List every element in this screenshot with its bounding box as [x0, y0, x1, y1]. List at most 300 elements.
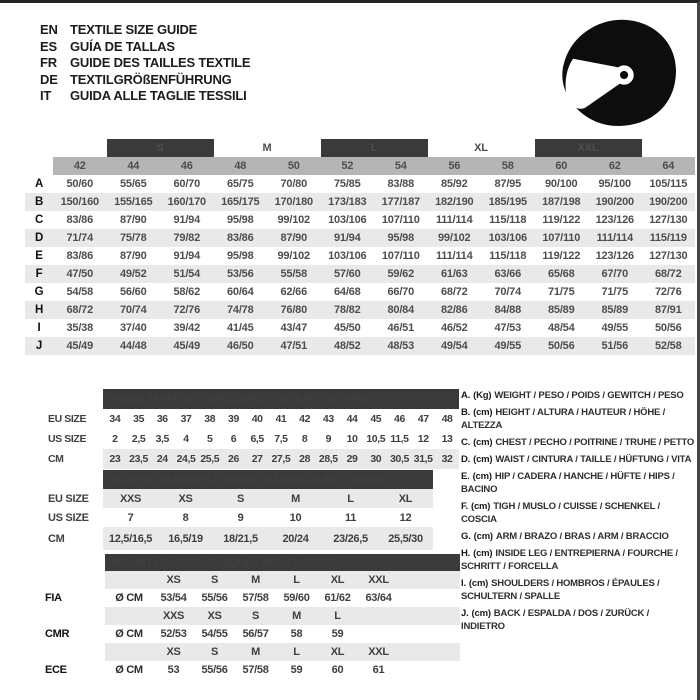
row-label: D [25, 229, 53, 247]
value-cell: 31,5 [411, 449, 435, 469]
row-label: A [34, 178, 44, 190]
size-value-cell: 127/130 [649, 250, 688, 262]
legend-text: HEIGHT / ALTURA / HAUTEUR / HÖHE / ALTEZZA [461, 407, 666, 431]
helmet-value-cell [358, 625, 399, 643]
size-value-cell: 71/75 [547, 286, 575, 298]
helmet-size-cell: M [235, 571, 276, 589]
size-value-cell: 87/90 [267, 229, 321, 247]
spacer-cell [399, 607, 460, 625]
size-value-cell: 173/183 [321, 193, 375, 211]
size-value-cell: 63/66 [481, 265, 535, 283]
size-value-cell: 95/98 [374, 229, 428, 247]
value-cell: 7,5 [274, 433, 288, 445]
size-header-cell: 60 [535, 157, 589, 175]
measurement-row [25, 247, 695, 265]
value-cell: 10 [346, 433, 358, 445]
size-value-cell: 105/115 [649, 178, 688, 190]
size-value-cell: 160/170 [160, 193, 214, 211]
spacer-cell [399, 661, 460, 679]
size-value-cell: 65/68 [535, 265, 589, 283]
value-cell: 12 [417, 433, 429, 445]
table-title-row [35, 554, 460, 571]
size-value-cell: 48/52 [321, 337, 375, 355]
value-cell: 18/21,5 [213, 527, 268, 550]
size-value-cell: 83/86 [66, 250, 94, 262]
helmet-size-cell [358, 607, 399, 625]
legend-text: ARM / BRAZO / BRAS / ARM / BRACCIO [495, 531, 669, 542]
value-cell: 9 [325, 433, 332, 445]
legend-unit: (Kg) [473, 390, 492, 401]
value-cell: 8 [301, 433, 308, 445]
value-cell: 41 [275, 413, 287, 425]
size-group-l: L [321, 139, 428, 157]
value-cell: 11 [344, 511, 357, 524]
size-value-cell: 187/198 [535, 193, 589, 211]
guide-title: TEXTILGRÖßENFÜHRUNG [70, 71, 232, 87]
legend-key: F. [461, 501, 468, 512]
size-value-cell: 50/56 [535, 337, 589, 355]
size-value-cell: 99/102 [277, 250, 310, 262]
legend-key: J. [461, 608, 469, 619]
helmet-value-row [35, 625, 460, 643]
size-value-cell: 61/63 [428, 265, 482, 283]
helmet-value-cell: 58 [290, 628, 303, 640]
size-value-cell: 72/76 [654, 286, 682, 298]
size-value-cell: 58/62 [173, 286, 201, 298]
size-value-cell: 91/94 [173, 214, 201, 226]
size-value-cell: 79/82 [160, 229, 214, 247]
size-value-cell: 75/78 [107, 229, 161, 247]
value-cell: 32 [435, 449, 459, 469]
row-label: E [35, 250, 43, 262]
spacer-cell [53, 139, 107, 157]
gloves-size-table [35, 470, 433, 550]
helmet-size-table [35, 554, 460, 679]
spacer-cell [105, 643, 153, 661]
spacer-cell [399, 589, 460, 607]
legend-text: TIGH / MUSLO / CUISSE / SCHENKEL / COSCIA [461, 501, 660, 525]
size-value-cell: 70/80 [280, 178, 308, 190]
size-value-cell: 67/70 [588, 265, 642, 283]
legend-key: A. [461, 390, 471, 401]
value-cell: 25,5 [198, 449, 222, 469]
size-value-cell: 87/91 [642, 301, 696, 319]
size-value-cell: 99/102 [277, 214, 310, 226]
size-value-cell: 46/50 [214, 337, 268, 355]
legend-text: WAIST / CINTURA / TAILLE / HÜFTUNG / VITA [495, 454, 692, 465]
spacer-cell [25, 157, 53, 175]
size-value-cell: 66/70 [387, 286, 415, 298]
size-value-cell: 68/72 [642, 265, 696, 283]
helmet-size-row [35, 571, 460, 589]
legend-key: D. [461, 454, 471, 465]
size-value-cell: 71/75 [601, 286, 629, 298]
size-header-cell: 52 [321, 157, 375, 175]
size-value-cell: 182/190 [428, 193, 482, 211]
helmet-size-cell: S [194, 643, 235, 661]
value-cell: M [268, 489, 323, 508]
size-value-cell: 51/56 [588, 337, 642, 355]
size-value-cell: 84/88 [481, 301, 535, 319]
size-value-cell: 82/86 [428, 301, 482, 319]
numeric-size-row [25, 157, 695, 175]
value-cell: 35 [133, 413, 145, 425]
value-cell: L [323, 489, 378, 508]
value-cell: 3,5 [155, 433, 169, 445]
size-value-cell: 49/54 [428, 337, 482, 355]
size-value-cell: 107/110 [535, 229, 589, 247]
spacer-cell [25, 139, 53, 157]
legend-item [461, 453, 695, 466]
size-value-cell: 52/58 [642, 337, 696, 355]
data-row [35, 489, 433, 508]
size-value-cell: 111/114 [588, 229, 642, 247]
spacer-cell [35, 470, 103, 489]
legend-item [461, 547, 695, 573]
legend-unit: (cm) [472, 471, 492, 482]
value-cell: 13 [441, 433, 453, 445]
size-header-cell: 56 [428, 157, 482, 175]
size-header-cell: 64 [642, 157, 696, 175]
helmet-value-cell: 61/62 [324, 592, 351, 604]
size-value-cell: 87/90 [119, 214, 147, 226]
helmet-value-cell: 60 [331, 664, 344, 676]
value-cell: XL [378, 489, 433, 508]
helmet-value-cell: 53 [167, 664, 180, 676]
value-cell: XXS [103, 489, 158, 508]
helmet-size-cell: L [276, 571, 317, 589]
shoes-title: SHOES/ ZAPATOS / CHAUSSURES / SCHUHE / SCARPE [103, 389, 459, 409]
size-value-cell: 123/126 [595, 214, 634, 226]
value-cell: 34 [109, 413, 121, 425]
value-cell: 36 [156, 413, 168, 425]
table-title-row [35, 470, 433, 489]
size-value-cell: 115/118 [489, 250, 527, 262]
measurement-row [25, 301, 695, 319]
diameter-unit: Ø CM [115, 628, 143, 640]
value-cell: 5 [207, 433, 213, 445]
size-value-cell: 74/78 [214, 301, 268, 319]
size-value-cell: 37/40 [119, 322, 147, 334]
helmet-value-cell: 57/58 [242, 592, 269, 604]
size-value-cell: 55/58 [267, 265, 321, 283]
size-value-cell: 45/49 [160, 337, 214, 355]
size-value-cell: 115/119 [642, 229, 696, 247]
diameter-unit: Ø CM [115, 664, 143, 676]
spacer-cell [35, 643, 105, 661]
measurement-row [25, 337, 695, 355]
value-cell: 9 [237, 511, 244, 524]
legend-key: E. [461, 471, 470, 482]
size-header-cell: 50 [267, 157, 321, 175]
size-value-cell: 60/64 [226, 286, 254, 298]
size-value-cell: 190/200 [642, 193, 696, 211]
spacer-cell [105, 571, 153, 589]
legend-text: WEIGHT / PESO / POIDS / GEWITCH / PESO [494, 390, 684, 401]
data-row [35, 449, 459, 469]
size-header-cell: 44 [107, 157, 161, 175]
measurement-row [25, 211, 695, 229]
helmet-size-cell: XXL [358, 571, 399, 589]
helmet-size-row [35, 607, 460, 625]
size-value-cell: 107/110 [381, 214, 420, 226]
size-value-cell: 111/114 [435, 214, 473, 226]
size-value-cell: 91/94 [321, 229, 375, 247]
size-value-cell: 53/56 [214, 265, 268, 283]
size-value-cell: 155/165 [107, 193, 161, 211]
shoes-size-table [35, 389, 459, 469]
language-code: ES [40, 38, 57, 54]
size-value-cell: 95/98 [226, 250, 254, 262]
helmet-value-cell: 56/57 [242, 628, 269, 640]
legend-unit: (cm) [471, 608, 491, 619]
size-value-cell: 64/68 [333, 286, 361, 298]
helmet-value-cell: 54/55 [201, 628, 228, 640]
value-cell: 38 [204, 413, 216, 425]
data-row [35, 429, 459, 449]
size-value-cell: 55/65 [119, 178, 147, 190]
language-row [40, 39, 250, 56]
helmet-size-cell: XS [194, 607, 235, 625]
row-label: CM [48, 453, 64, 465]
value-cell: 8 [182, 511, 189, 524]
legend-key: G. [461, 531, 471, 542]
size-value-cell: 87/90 [119, 250, 147, 262]
diameter-unit: Ø CM [115, 592, 143, 604]
row-label: EU SIZE [48, 492, 89, 505]
legend-unit: (cm) [473, 437, 493, 448]
legend-item [461, 470, 695, 496]
size-value-cell: 48/54 [547, 322, 575, 334]
size-value-cell: 56/60 [119, 286, 147, 298]
size-value-cell: 119/122 [542, 250, 581, 262]
legend-unit: (cm) [473, 454, 493, 465]
helmet-size-cell: XS [153, 571, 194, 589]
row-label: F [25, 265, 53, 283]
data-row [35, 409, 459, 429]
guide-title: GUÍA DE TALLAS [70, 38, 175, 54]
value-cell: 27 [245, 449, 269, 469]
helmet-size-cell: XXS [153, 607, 194, 625]
measurement-row [25, 229, 695, 247]
helmet-value-cell: 59 [331, 628, 344, 640]
language-row [40, 88, 250, 105]
value-cell: 23 [103, 449, 127, 469]
measurement-row [25, 283, 695, 301]
size-value-cell: 46/52 [440, 322, 468, 334]
size-value-cell: 57/60 [321, 265, 375, 283]
value-cell: 2,5 [131, 433, 146, 445]
value-cell: 6 [230, 433, 237, 445]
size-value-cell: 185/195 [481, 193, 535, 211]
measurement-row [25, 175, 695, 193]
row-label: J [25, 337, 53, 355]
value-cell: 29 [340, 449, 364, 469]
value-cell: 10,5 [366, 433, 386, 445]
helmet-size-cell: S [235, 607, 276, 625]
table-title-row [35, 389, 459, 409]
size-value-cell: 85/92 [440, 178, 468, 190]
size-header-cell: 46 [160, 157, 214, 175]
size-value-cell: 39/42 [173, 322, 201, 334]
spacer-cell [35, 389, 103, 409]
value-cell: 37 [180, 413, 192, 425]
helmet-size-cell: XL [317, 643, 358, 661]
value-cell: 23,5 [127, 449, 151, 469]
data-row [35, 508, 433, 527]
value-cell: 16,5/19 [158, 527, 213, 550]
size-value-cell: 50/60 [66, 178, 94, 190]
helmet-title: HELMET / CASCO / CASQUE / HELM / CASCO [105, 554, 460, 571]
spacer-cell [399, 643, 460, 661]
value-cell: 2 [112, 433, 118, 445]
row-label: US SIZE [48, 511, 89, 524]
size-value-cell: 83/88 [387, 178, 415, 190]
legend-key: I. [461, 578, 466, 589]
guide-title: GUIDE DES TAILLES TEXTILE [70, 55, 251, 70]
size-header-cell: 58 [481, 157, 535, 175]
value-cell: S [213, 489, 268, 508]
legend-text: INSIDE LEG / ENTREPIERNA / FOURCHE / SCHRITT / FORCELLA [461, 548, 678, 572]
size-value-cell: 177/187 [374, 193, 428, 211]
value-cell: 45 [370, 413, 382, 425]
value-cell: XS [158, 489, 213, 508]
size-value-cell: 99/102 [428, 229, 482, 247]
legend-item [461, 389, 695, 402]
size-value-cell: 54/58 [66, 286, 94, 298]
legend-unit: (cm) [473, 548, 493, 559]
legend-text: SHOULDERS / HOMBROS / ÉPAULES / SCHULTERN / SPALLE [461, 578, 660, 602]
legend-item [461, 607, 695, 633]
value-cell: 20/24 [268, 527, 323, 550]
helmet-value-cell: 55/56 [201, 592, 228, 604]
measurement-legend [461, 389, 695, 637]
spacer-cell [399, 571, 460, 589]
value-cell: 44 [346, 413, 358, 425]
size-value-cell: 85/89 [535, 301, 589, 319]
size-value-cell: 62/66 [280, 286, 308, 298]
size-header-cell: 62 [588, 157, 642, 175]
size-value-cell: 72/76 [160, 301, 214, 319]
value-cell: 40 [251, 413, 263, 425]
size-value-cell: 165/175 [214, 193, 268, 211]
size-value-cell: 190/200 [588, 193, 642, 211]
value-cell: 12,5/16,5 [103, 527, 158, 550]
size-value-cell: 49/55 [481, 337, 535, 355]
value-cell: 10 [289, 511, 302, 524]
legend-item [461, 530, 695, 543]
size-header-cell: 54 [374, 157, 428, 175]
size-value-cell: 115/118 [489, 214, 527, 226]
value-cell: 23/26,5 [323, 527, 378, 550]
legend-text: BACK / ESPALDA / DOS / ZURÜCK / INDIETRO [461, 608, 650, 632]
helmet-value-cell: 53/54 [160, 592, 187, 604]
row-label: C [34, 214, 44, 226]
guide-title: GUIDA ALLE TAGLIE TESSILI [70, 88, 247, 103]
size-header-cell: 48 [214, 157, 268, 175]
size-value-cell: 75/85 [333, 178, 361, 190]
language-title-block [40, 22, 250, 105]
size-value-cell: 150/160 [53, 193, 107, 211]
legend-unit: (cm) [473, 407, 493, 418]
size-value-cell: 83/86 [66, 214, 94, 226]
standard-label: FIA [45, 592, 62, 604]
size-group-xxl: XXL [535, 139, 642, 157]
size-value-cell: 95/98 [226, 214, 254, 226]
size-value-cell: 123/126 [595, 250, 634, 262]
helmet-value-row [35, 661, 460, 679]
size-value-cell: 107/110 [381, 250, 420, 262]
spacer-cell [642, 139, 696, 157]
helmet-size-cell: M [276, 607, 317, 625]
helmet-value-cell: 55/56 [201, 664, 228, 676]
size-value-cell: 48/53 [374, 337, 428, 355]
textile-size-table [25, 139, 695, 355]
size-value-cell: 103/106 [328, 250, 367, 262]
helmet-value-row [35, 589, 460, 607]
size-value-cell: 78/82 [321, 301, 375, 319]
helmet-size-row [35, 643, 460, 661]
row-label: G [34, 286, 44, 298]
legend-item [461, 500, 695, 526]
value-cell: 26 [222, 449, 246, 469]
value-cell: 27,5 [269, 449, 293, 469]
value-cell: 24 [150, 449, 174, 469]
spacer-cell [399, 625, 460, 643]
size-value-cell: 49/55 [601, 322, 629, 334]
helmet-value-cell: 61 [372, 664, 385, 676]
language-code: IT [40, 88, 52, 103]
size-value-cell: 65/75 [226, 178, 254, 190]
size-value-cell: 91/94 [173, 250, 201, 262]
size-value-cell: 103/106 [328, 214, 367, 226]
size-value-cell: 43/47 [280, 322, 308, 334]
size-value-cell: 90/100 [545, 178, 578, 190]
gloves-title: GLOVES / GUANTES / GANTS / HANDSCHUHE / GUANTI [103, 470, 433, 489]
legend-item [461, 577, 695, 603]
helmet-size-cell: XXL [358, 643, 399, 661]
language-row [40, 55, 250, 72]
size-header-cell: 42 [53, 157, 107, 175]
size-value-cell: 50/56 [654, 322, 682, 334]
helmet-value-cell: 57/58 [242, 664, 269, 676]
language-code: EN [40, 22, 58, 37]
size-group-m: M [214, 139, 321, 157]
measurement-row [25, 265, 695, 283]
size-value-cell: 49/52 [107, 265, 161, 283]
size-group-xl: XL [428, 139, 535, 157]
row-label: H [25, 301, 53, 319]
legend-key: B. [461, 407, 471, 418]
value-cell: 11,5 [390, 433, 409, 445]
size-value-cell: 45/50 [333, 322, 361, 334]
helmet-value-cell: 52/53 [160, 628, 187, 640]
size-value-cell: 44/48 [107, 337, 161, 355]
measurement-row [25, 319, 695, 337]
legend-unit: (cm) [471, 501, 491, 512]
language-row [40, 22, 250, 39]
helmet-value-cell: 59/60 [283, 592, 310, 604]
value-cell: 46 [394, 413, 405, 425]
size-value-cell: 85/89 [588, 301, 642, 319]
helmet-size-cell: XS [153, 643, 194, 661]
value-cell: 24,5 [174, 449, 198, 469]
size-value-cell: 103/106 [481, 229, 535, 247]
helmet-value-cell: 59 [290, 664, 303, 676]
language-code: DE [40, 71, 58, 87]
size-value-cell: 71/74 [53, 229, 107, 247]
racing-helmet-icon [552, 16, 690, 130]
